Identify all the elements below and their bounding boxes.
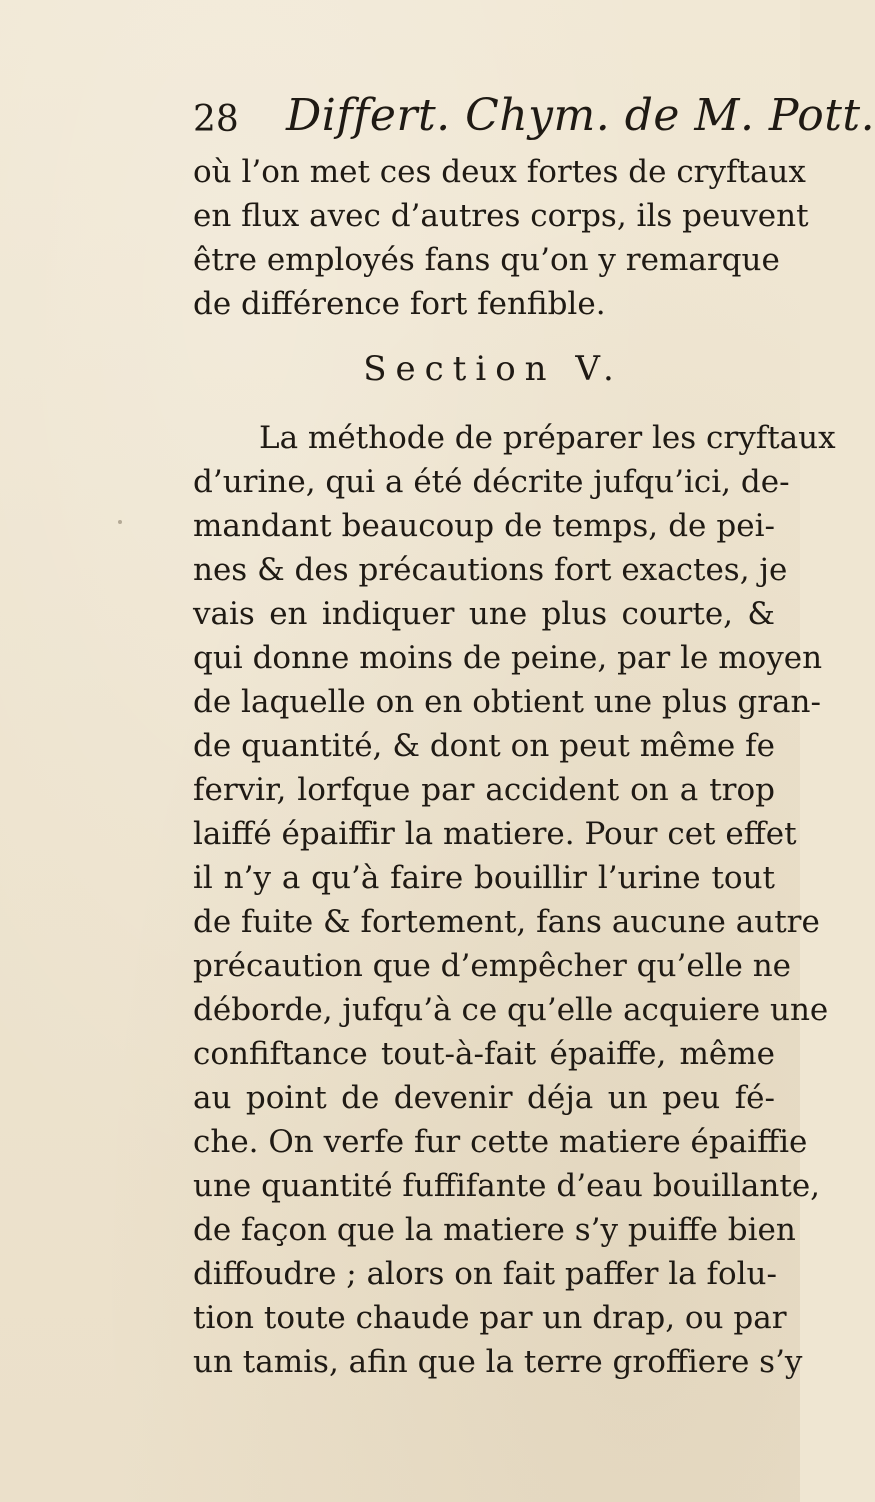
text-line: fervir, lorfque par accident on a trop <box>193 772 775 808</box>
paragraph-section-v <box>193 416 836 1384</box>
text-line: de différence fort fenfible. <box>193 286 606 322</box>
text-line: vais en indiquer une plus courte, & <box>193 596 775 632</box>
text-line: un tamis, afin que la terre groffiere s’y <box>193 1344 803 1380</box>
text-line: confiftance tout-à-fait épaiffe, même <box>193 1036 775 1072</box>
running-head: Differt. Chym. de M. Pott. <box>286 90 875 141</box>
paragraph-continued <box>193 150 809 326</box>
text-line: de façon que la matiere s’y puiffe bien <box>193 1212 796 1248</box>
section-heading: Section V. <box>363 349 623 389</box>
text-line: diffoudre ; alors on fait paffer la folu- <box>193 1256 777 1292</box>
text-line: d’urine, qui a été décrite jufqu’ici, de- <box>193 464 790 500</box>
text-line: au point de devenir déja un peu fé- <box>193 1080 775 1116</box>
text-line: où l’on met ces deux fortes de cryftaux <box>193 154 806 190</box>
text-line: il n’y a qu’à faire bouillir l’urine tout <box>193 860 775 896</box>
text-line: de fuite & fortement, fans aucune autre <box>193 904 820 940</box>
text-line: mandant beaucoup de temps, de pei- <box>193 508 775 544</box>
text-block <box>193 150 836 1384</box>
page-number: 28 <box>193 99 239 140</box>
paper-blemish <box>118 520 122 524</box>
text-line: nes & des précautions fort exactes, je <box>193 552 788 588</box>
text-line: qui donne moins de peine, par le moyen <box>193 640 823 676</box>
text-line: être employés fans qu’on y remarque <box>193 242 780 278</box>
page-header <box>193 90 875 148</box>
text-line: une quantité fuffifante d’eau bouillante, <box>193 1168 821 1204</box>
text-line: laiffé épaiffir la matiere. Pour cet effet <box>193 816 797 852</box>
text-line: de laquelle on en obtient une plus gran- <box>193 684 821 720</box>
text-line: déborde, jufqu’à ce qu’elle acquiere une <box>193 992 829 1028</box>
text-line: de quantité, & dont on peut même fe <box>193 728 775 764</box>
text-line: en flux avec d’autres corps, ils peuvent <box>193 198 809 234</box>
text-line: précaution que d’empêcher qu’elle ne <box>193 948 792 984</box>
text-line: che. On verfe fur cette matiere épaiffie <box>193 1124 808 1160</box>
text-line: tion toute chaude par un drap, ou par <box>193 1300 787 1336</box>
text-line: La méthode de préparer les cryftaux <box>259 420 836 456</box>
